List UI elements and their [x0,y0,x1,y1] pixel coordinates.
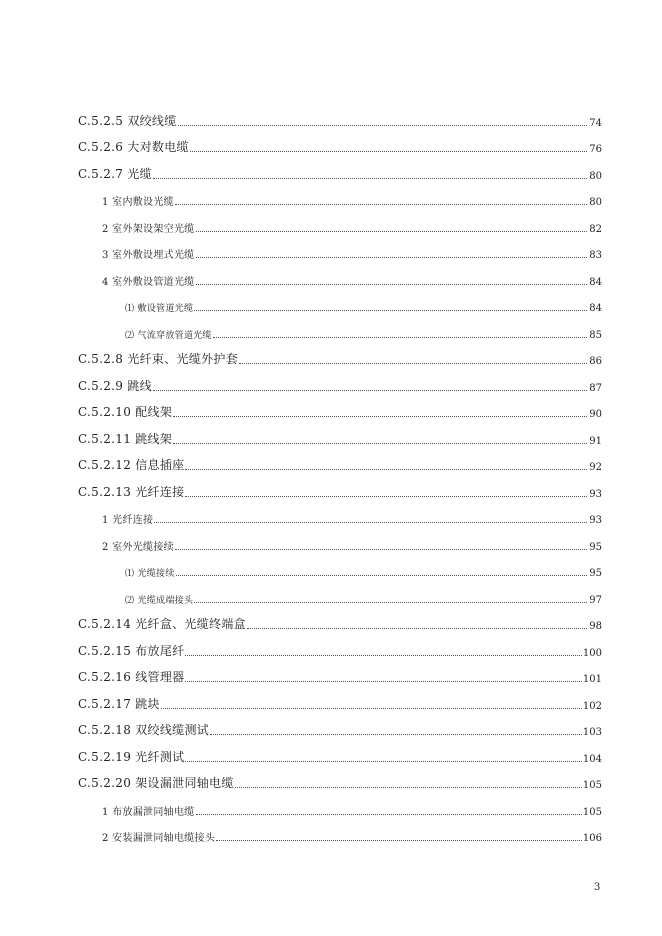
toc-entry[interactable] [78,396,602,423]
toc-entry-page: 98 [589,621,602,632]
toc-entry[interactable] [78,131,602,158]
dot-leader [175,204,587,205]
toc-entry-title: ⑴ 光缆接续 [125,569,175,579]
table-of-contents [78,104,602,846]
toc-entry-page: 104 [582,753,602,765]
dot-leader [190,151,587,152]
toc-entry[interactable] [78,157,602,184]
toc-entry-title: C.5.2.8 光纤束、光缆外护套 [78,352,239,366]
toc-entry[interactable] [78,449,602,476]
toc-entry-title: C.5.2.7 光缆 [78,166,152,181]
toc-entry[interactable] [78,528,602,555]
dot-leader [213,337,587,338]
toc-entry-page: 91 [589,435,602,447]
toc-entry-page: 87 [589,382,602,394]
dot-leader [175,549,587,550]
toc-entry-title: C.5.2.9 跳线 [78,378,152,393]
toc-entry[interactable] [78,263,602,290]
dot-leader [196,814,582,815]
toc-entry-title: ⑵ 气流穿放管道光缆 [125,330,212,341]
toc-entry-page: 84 [589,303,602,314]
toc-entry[interactable] [78,290,602,317]
dot-leader [173,443,587,444]
toc-entry-title: 2 室外架设架空光缆 [102,223,195,235]
toc-entry-title: 3 室外敷设埋式光缆 [102,250,195,261]
dot-leader [247,628,587,629]
dot-leader [196,231,587,232]
toc-entry[interactable] [78,210,602,237]
toc-entry[interactable] [78,475,602,502]
toc-entry[interactable] [78,422,602,449]
toc-entry[interactable] [78,316,602,343]
toc-entry-title: C.5.2.16 线管理器 [78,670,185,684]
toc-entry[interactable] [78,581,602,608]
dot-leader [153,178,587,179]
dot-leader [185,469,587,470]
toc-entry-page: 83 [589,250,602,261]
toc-entry[interactable] [78,661,602,688]
dot-leader [176,575,587,576]
toc-entry-title: 1 光纤连接 [102,515,154,526]
dot-leader [153,390,587,391]
dot-leader [185,496,587,497]
toc-entry-title: C.5.2.11 跳线架 [78,431,173,446]
toc-entry-title: 1 室内敷设光缆 [102,197,174,208]
toc-entry-page: 102 [582,700,602,712]
toc-entry[interactable] [78,502,602,529]
toc-entry-page: 97 [589,594,602,606]
toc-entry-page: 95 [589,568,602,579]
toc-entry-page: 80 [589,197,602,208]
toc-entry-title: C.5.2.13 光纤连接 [78,484,185,499]
toc-entry-title: C.5.2.10 配线架 [78,405,173,419]
toc-entry-title: C.5.2.17 跳块 [78,696,160,711]
toc-entry[interactable] [78,184,602,211]
toc-entry-title: 2 安装漏泄同轴电缆接头 [102,833,216,844]
dot-leader [235,787,582,788]
dot-leader [185,655,581,656]
toc-entry[interactable] [78,237,602,264]
toc-entry[interactable] [78,714,602,741]
toc-entry-title: C.5.2.6 大对数电缆 [78,140,189,154]
toc-entry[interactable] [78,793,602,820]
toc-entry-page: 84 [589,276,602,288]
toc-entry-page: 93 [589,515,602,526]
toc-entry-title: C.5.2.15 布放尾纤 [78,643,185,658]
toc-entry[interactable] [78,767,602,794]
dot-leader [154,522,587,523]
toc-entry-page: 90 [589,409,602,420]
toc-entry-page: 106 [582,833,602,844]
dot-leader [178,125,587,126]
toc-entry[interactable] [78,369,602,396]
dot-leader [173,416,587,417]
toc-entry[interactable] [78,104,602,131]
toc-entry[interactable] [78,740,602,767]
toc-entry-page: 101 [582,674,602,685]
dot-leader [194,310,587,311]
toc-entry[interactable] [78,608,602,635]
toc-entry-title: 4 室外敷设管道光缆 [102,276,195,288]
dot-leader [185,681,581,682]
toc-entry[interactable] [78,687,602,714]
toc-entry-title: 1 布放漏泄同轴电缆 [102,806,195,818]
toc-entry-title: C.5.2.14 光纤盒、光缆终端盒 [78,617,246,631]
toc-entry-page: 86 [589,356,602,367]
toc-entry-page: 103 [582,727,602,738]
toc-entry-page: 74 [589,117,602,129]
toc-entry-title: C.5.2.18 双绞线缆测试 [78,723,210,737]
toc-entry-page: 76 [589,144,602,155]
toc-entry-page: 100 [582,647,602,659]
dot-leader [194,602,587,603]
page-number: 3 [594,882,601,893]
toc-entry-title: C.5.2.5 双绞线缆 [78,113,177,128]
toc-entry-title: ⑴ 敷设管道光缆 [125,304,194,314]
dot-leader [210,734,582,735]
toc-entry[interactable] [78,343,602,370]
toc-entry-title: C.5.2.20 架设漏泄同轴电缆 [78,776,234,790]
toc-entry[interactable] [78,820,602,847]
toc-entry[interactable] [78,555,602,582]
toc-entry-title: 2 室外光缆接续 [102,541,174,553]
toc-entry-page: 82 [589,223,602,235]
toc-entry-title: C.5.2.12 信息插座 [78,458,185,472]
toc-entry-page: 105 [582,780,602,791]
toc-entry-page: 93 [589,488,602,500]
toc-entry[interactable] [78,634,602,661]
dot-leader [185,761,581,762]
dot-leader [196,257,587,258]
dot-leader [196,284,587,285]
dot-leader [161,708,582,709]
dot-leader [239,363,587,364]
dot-leader [216,840,582,841]
toc-entry-title: ⑵ 光缆成端接头 [125,595,194,606]
toc-entry-page: 80 [589,170,602,182]
toc-entry-page: 85 [589,329,602,341]
toc-entry-title: C.5.2.19 光纤测试 [78,749,185,764]
toc-entry-page: 105 [582,806,602,818]
toc-entry-page: 92 [589,462,602,473]
toc-entry-page: 95 [589,541,602,553]
